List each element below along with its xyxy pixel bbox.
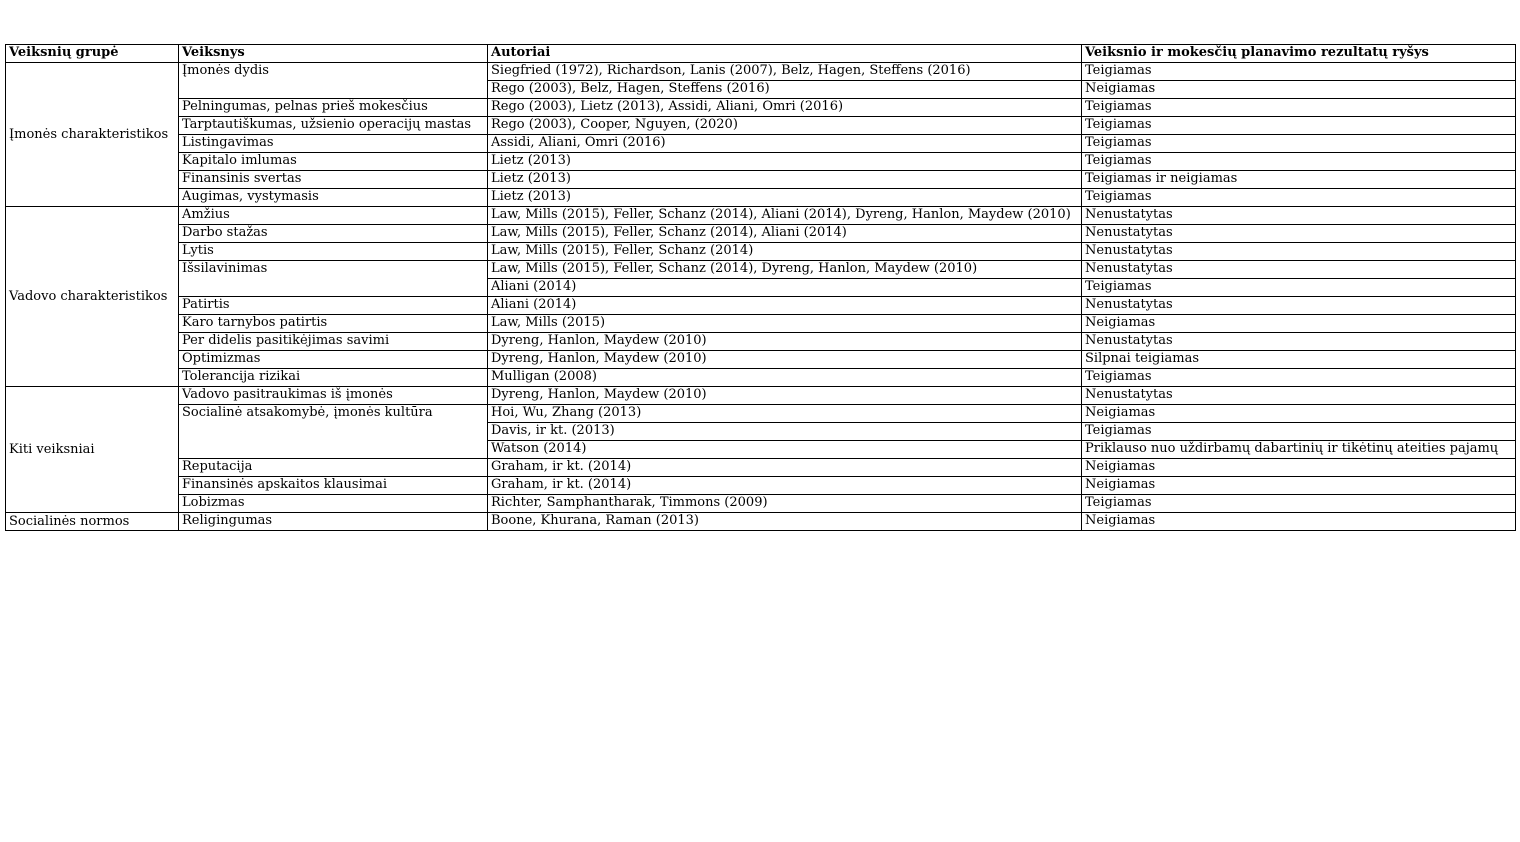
relation-cell: Teigiamas — [1082, 63, 1516, 81]
relation-cell: Nenustatytas — [1082, 243, 1516, 261]
table-row — [6, 351, 1516, 369]
authors-cell: Rego (2003), Belz, Hagen, Steffens (2016) — [488, 81, 1082, 99]
relation-cell: Nenustatytas — [1082, 225, 1516, 243]
relation-cell: Teigiamas — [1082, 117, 1516, 135]
header-factor: Veiksnys — [179, 45, 488, 63]
relation-cell: Teigiamas — [1082, 135, 1516, 153]
factor-cell: Augimas, vystymasis — [179, 189, 488, 207]
authors-cell: Law, Mills (2015), Feller, Schanz (2014), Aliani (2014) — [488, 225, 1082, 243]
authors-cell: Boone, Khurana, Raman (2013) — [488, 513, 1082, 531]
relation-cell: Teigiamas — [1082, 495, 1516, 513]
group-cell: Socialinės normos — [6, 513, 179, 531]
authors-cell: Dyreng, Hanlon, Maydew (2010) — [488, 351, 1082, 369]
factor-cell: Įmonės dydis — [179, 63, 488, 99]
authors-cell: Richter, Samphantharak, Timmons (2009) — [488, 495, 1082, 513]
authors-cell: Dyreng, Hanlon, Maydew (2010) — [488, 387, 1082, 405]
table-row — [6, 99, 1516, 117]
group-cell: Kiti veiksniai — [6, 387, 179, 513]
table-row — [6, 495, 1516, 513]
table-header-row — [6, 45, 1516, 63]
relation-cell: Neigiamas — [1082, 477, 1516, 495]
authors-cell: Law, Mills (2015), Feller, Schanz (2014), Aliani (2014), Dyreng, Hanlon, Maydew (2010) — [488, 207, 1082, 225]
factor-cell: Lytis — [179, 243, 488, 261]
relation-cell: Neigiamas — [1082, 459, 1516, 477]
table-row — [6, 153, 1516, 171]
relation-cell: Teigiamas — [1082, 99, 1516, 117]
factors-table — [5, 44, 1516, 531]
authors-cell: Lietz (2013) — [488, 171, 1082, 189]
factor-cell: Amžius — [179, 207, 488, 225]
group-cell: Įmonės charakteristikos — [6, 63, 179, 207]
table-row — [6, 243, 1516, 261]
table-row — [6, 135, 1516, 153]
authors-cell: Dyreng, Hanlon, Maydew (2010) — [488, 333, 1082, 351]
table-row — [6, 207, 1516, 225]
authors-cell: Lietz (2013) — [488, 153, 1082, 171]
factor-cell: Lobizmas — [179, 495, 488, 513]
header-relation: Veiksnio ir mokesčių planavimo rezultatų ryšys — [1082, 45, 1516, 63]
relation-cell: Neigiamas — [1082, 513, 1516, 531]
factor-cell: Pelningumas, pelnas prieš mokesčius — [179, 99, 488, 117]
authors-cell: Law, Mills (2015), Feller, Schanz (2014), Dyreng, Hanlon, Maydew (2010) — [488, 261, 1082, 279]
relation-cell: Priklauso nuo uždirbamų dabartinių ir tikėtinų ateities pajamų — [1082, 441, 1516, 459]
factor-cell: Tolerancija rizikai — [179, 369, 488, 387]
header-group: Veiksnių grupė — [6, 45, 179, 63]
factor-cell: Kapitalo imlumas — [179, 153, 488, 171]
factor-cell: Karo tarnybos patirtis — [179, 315, 488, 333]
relation-cell: Nenustatytas — [1082, 333, 1516, 351]
header-authors: Autoriai — [488, 45, 1082, 63]
factor-cell: Išsilavinimas — [179, 261, 488, 297]
table-row — [6, 117, 1516, 135]
factor-cell: Per didelis pasitikėjimas savimi — [179, 333, 488, 351]
factor-cell: Finansinis svertas — [179, 171, 488, 189]
authors-cell: Rego (2003), Cooper, Nguyen, (2020) — [488, 117, 1082, 135]
relation-cell: Teigiamas — [1082, 369, 1516, 387]
factor-cell: Patirtis — [179, 297, 488, 315]
authors-cell: Law, Mills (2015), Feller, Schanz (2014) — [488, 243, 1082, 261]
table-row — [6, 333, 1516, 351]
factor-cell: Vadovo pasitraukimas iš įmonės — [179, 387, 488, 405]
factor-cell: Tarptautiškumas, užsienio operacijų mastas — [179, 117, 488, 135]
factor-cell: Socialinė atsakomybė, įmonės kultūra — [179, 405, 488, 459]
table-row — [6, 63, 1516, 81]
factor-cell: Listingavimas — [179, 135, 488, 153]
authors-cell: Watson (2014) — [488, 441, 1082, 459]
table-row — [6, 225, 1516, 243]
table-row — [6, 513, 1516, 531]
authors-cell: Davis, ir kt. (2013) — [488, 423, 1082, 441]
table-row — [6, 459, 1516, 477]
authors-cell: Assidi, Aliani, Omri (2016) — [488, 135, 1082, 153]
authors-cell: Mulligan (2008) — [488, 369, 1082, 387]
table-row — [6, 261, 1516, 279]
authors-cell: Graham, ir kt. (2014) — [488, 477, 1082, 495]
authors-cell: Aliani (2014) — [488, 297, 1082, 315]
relation-cell: Teigiamas — [1082, 423, 1516, 441]
authors-cell: Siegfried (1972), Richardson, Lanis (2007), Belz, Hagen, Steffens (2016) — [488, 63, 1082, 81]
relation-cell: Teigiamas — [1082, 189, 1516, 207]
relation-cell: Neigiamas — [1082, 405, 1516, 423]
table-row — [6, 387, 1516, 405]
table-row — [6, 189, 1516, 207]
authors-cell: Graham, ir kt. (2014) — [488, 459, 1082, 477]
relation-cell: Nenustatytas — [1082, 387, 1516, 405]
factor-cell: Reputacija — [179, 459, 488, 477]
table-row — [6, 369, 1516, 387]
factor-cell: Darbo stažas — [179, 225, 488, 243]
table-row — [6, 405, 1516, 423]
factor-cell: Finansinės apskaitos klausimai — [179, 477, 488, 495]
group-cell: Vadovo charakteristikos — [6, 207, 179, 387]
table-row — [6, 477, 1516, 495]
relation-cell: Nenustatytas — [1082, 297, 1516, 315]
table-row — [6, 315, 1516, 333]
table-row — [6, 297, 1516, 315]
authors-cell: Law, Mills (2015) — [488, 315, 1082, 333]
authors-cell: Hoi, Wu, Zhang (2013) — [488, 405, 1082, 423]
relation-cell: Teigiamas — [1082, 279, 1516, 297]
authors-cell: Aliani (2014) — [488, 279, 1082, 297]
authors-cell: Rego (2003), Lietz (2013), Assidi, Aliani, Omri (2016) — [488, 99, 1082, 117]
relation-cell: Nenustatytas — [1082, 207, 1516, 225]
relation-cell: Nenustatytas — [1082, 261, 1516, 279]
table-row — [6, 171, 1516, 189]
relation-cell: Neigiamas — [1082, 315, 1516, 333]
factor-cell: Religingumas — [179, 513, 488, 531]
factor-cell: Optimizmas — [179, 351, 488, 369]
relation-cell: Teigiamas ir neigiamas — [1082, 171, 1516, 189]
relation-cell: Neigiamas — [1082, 81, 1516, 99]
relation-cell: Silpnai teigiamas — [1082, 351, 1516, 369]
authors-cell: Lietz (2013) — [488, 189, 1082, 207]
relation-cell: Teigiamas — [1082, 153, 1516, 171]
